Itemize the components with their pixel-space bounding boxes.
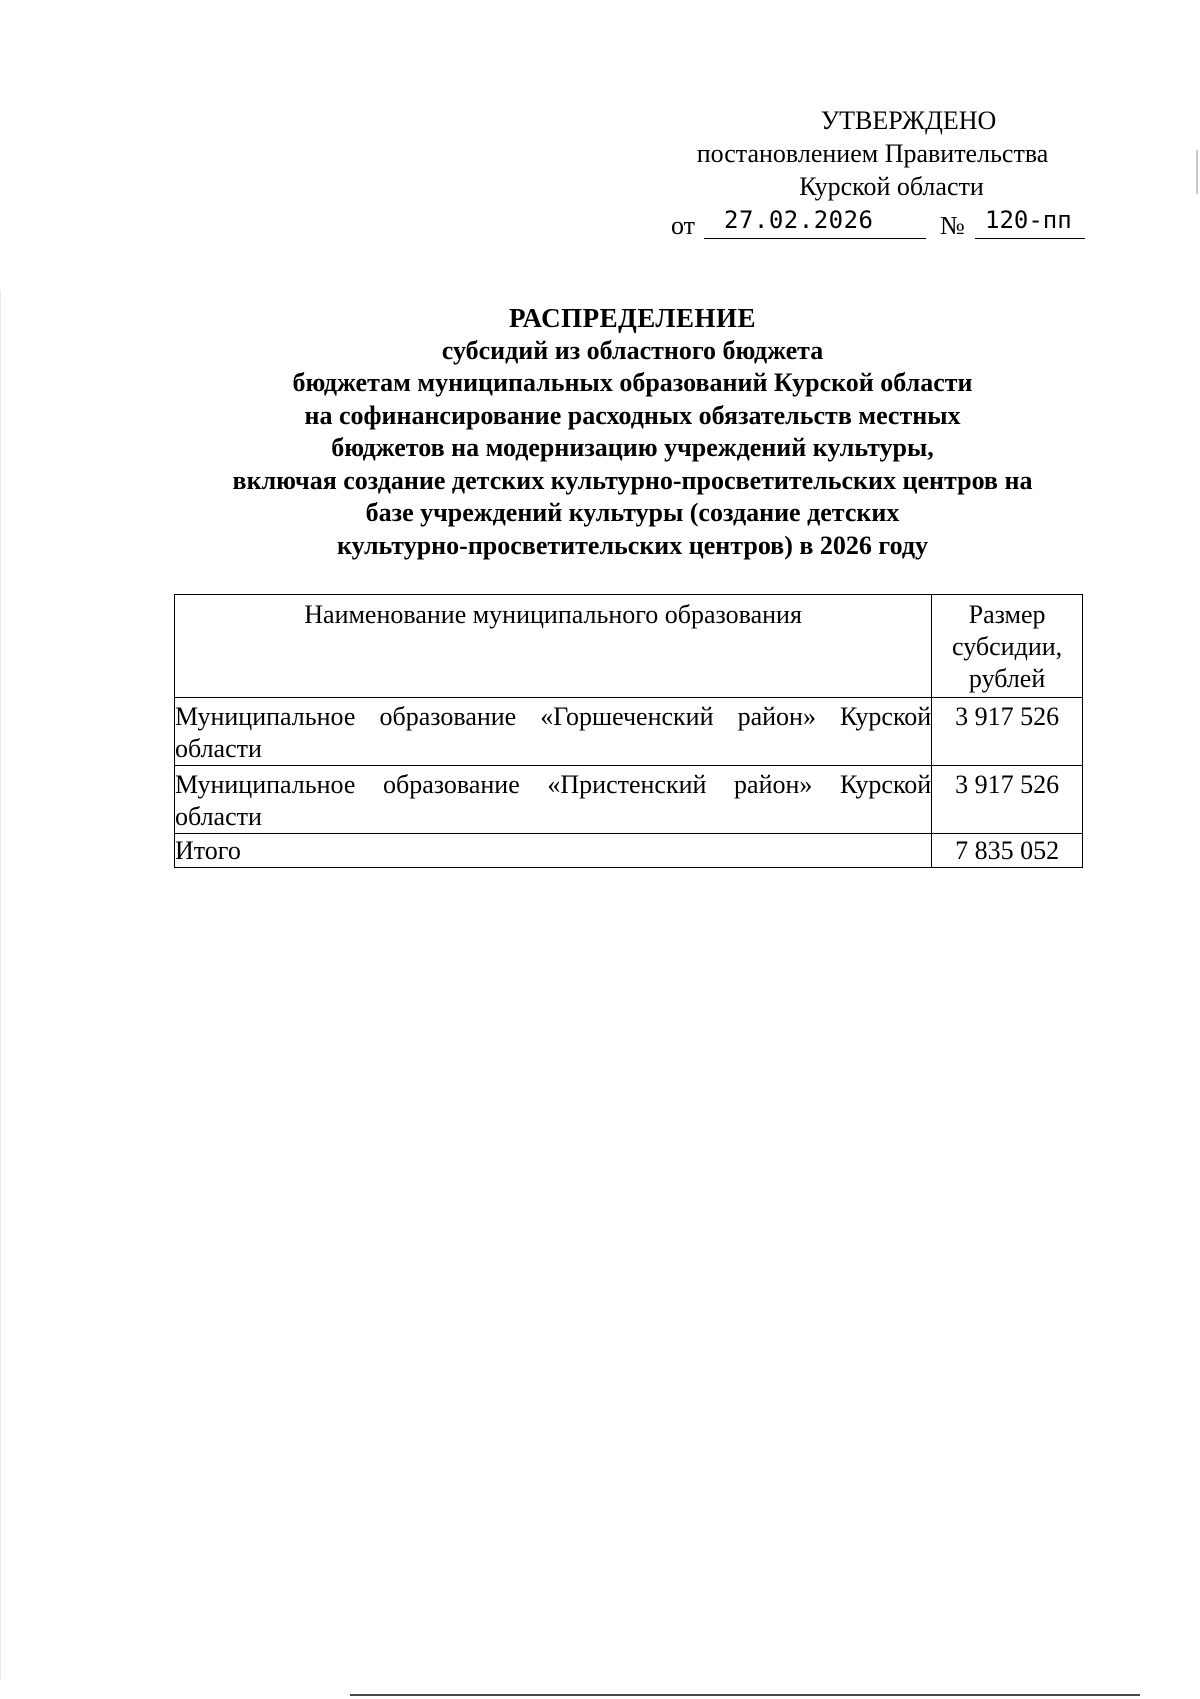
resolution-reference: [660, 205, 1085, 245]
column-header-name: Наименование муниципального образования: [175, 595, 932, 698]
subtitle-line: культурно-просветительских центров) в 2026 году: [336, 530, 928, 560]
subtitle-line: бюджетам муниципальных образований Курской области: [292, 368, 973, 397]
subtitle-line: на софинансирование расходных обязательств местных: [304, 400, 961, 430]
subtitle-line: бюджетов на модернизацию учреждений культуры,: [331, 433, 934, 462]
table-header-row: [175, 595, 1083, 698]
from-label: от: [671, 211, 696, 240]
document-heading: [160, 302, 1105, 562]
subsidy-amount-cell: 3 917 526: [932, 698, 1083, 766]
subtitle-line: включая создание детских культурно-просветительских центров на: [232, 465, 1033, 495]
total-label-cell: Итого: [175, 834, 932, 868]
column-header-amount: Размер субсидии, рублей: [932, 595, 1083, 698]
scan-edge-mark: [0, 290, 1, 1680]
subsidy-amount-cell: 3 917 526: [932, 766, 1083, 834]
subtitle-line: субсидий из областного бюджета: [441, 335, 824, 365]
scan-edge-mark: [1196, 150, 1198, 194]
subtitle-line: базе учреждений культуры (создание детских: [365, 498, 900, 527]
subsidy-distribution-table: [174, 594, 1083, 868]
resolution-number: 120-пп: [975, 205, 1085, 239]
region-line: Курской области: [799, 172, 984, 201]
municipality-name-cell: Муниципальное образование «Пристенский район» Курской области: [175, 766, 932, 834]
resolution-date: 27.02.2026: [704, 205, 926, 239]
municipality-name-cell: Муниципальное образование «Горшеченский район» Курской области: [175, 698, 932, 766]
scan-bottom-line: [350, 1694, 1140, 1696]
number-label: №: [940, 211, 965, 240]
approval-block: [660, 104, 1085, 245]
table-row: [175, 766, 1083, 834]
table-row: [175, 698, 1083, 766]
table-total-row: [175, 834, 1083, 868]
approved-word: УТВЕРЖДЕНО: [820, 106, 997, 135]
resolution-line: постановлением Правительства: [696, 139, 1049, 168]
total-amount-cell: 7 835 052: [932, 834, 1083, 868]
document-title: РАСПРЕДЕЛЕНИЕ: [508, 303, 757, 333]
